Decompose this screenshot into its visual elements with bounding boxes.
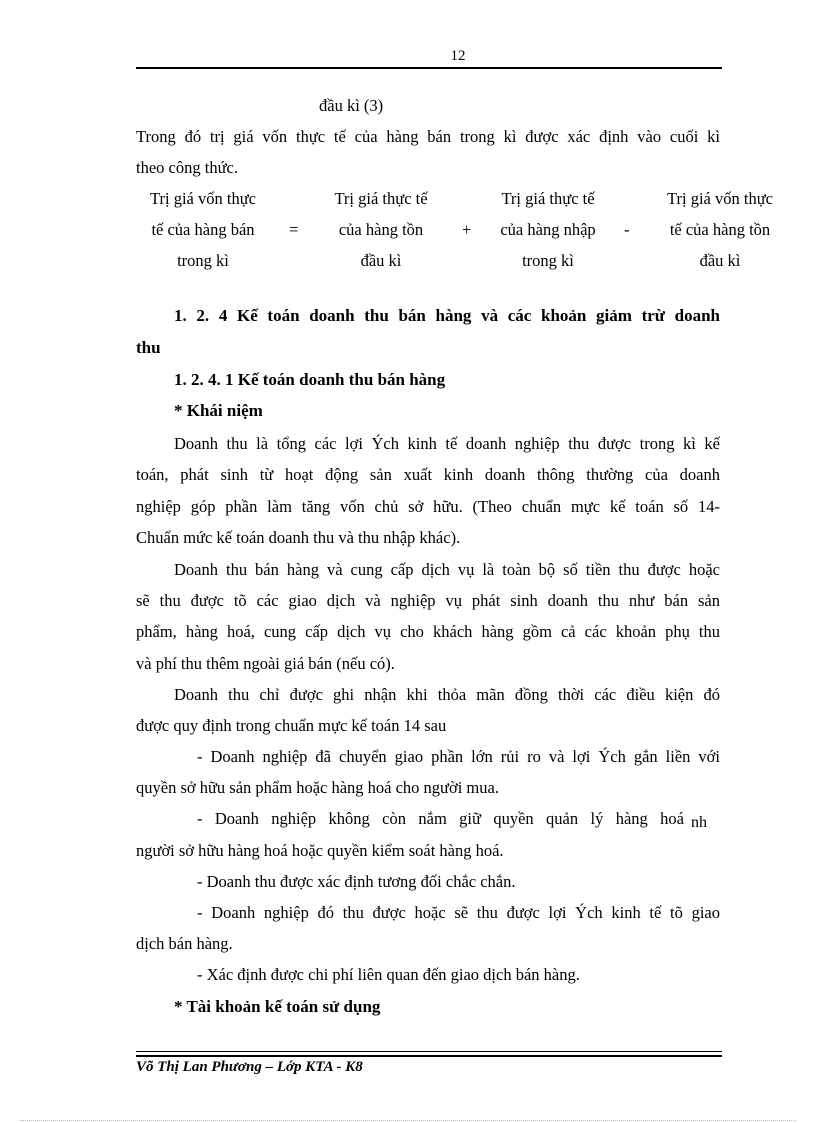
footer-rule: [136, 1055, 722, 1057]
section-heading-cont: thu: [136, 338, 161, 357]
condition-line: - Doanh nghiệp đó thu được hoặc sẽ thu được lợi Ých kinh tế tõ giao: [197, 903, 720, 922]
paragraph-line: Doanh thu bán hàng và cung cấp dịch vụ là toàn bộ số tiền thu được hoặc: [174, 560, 720, 579]
condition-line: dịch bán hàng.: [136, 934, 233, 953]
formula-term-closing-inventory: [645, 183, 795, 276]
account-heading: * Tài khoản kế toán sử dụng: [174, 997, 381, 1016]
paragraph-line: Doanh thu là tổng các lợi Ých kinh tế doanh nghiệp thu được trong kì kế: [174, 434, 720, 453]
body-line: đầu kì (3): [319, 96, 384, 115]
formula-text: đầu kì: [360, 251, 402, 270]
formula-plus: +: [462, 220, 472, 239]
formula-text: tế của hàng bán: [151, 220, 255, 239]
paragraph-line: sẽ thu được tõ các giao dịch và nghiệp vụ phát sinh doanh thu như bán sản: [136, 591, 720, 610]
formula-text: Trị giá vốn thực: [150, 189, 256, 208]
condition-line: - Doanh nghiệp đã chuyển giao phần lớn rủi ro và lợi Ých gắn liền với: [197, 747, 720, 766]
formula-text: Trị giá vốn thực: [667, 189, 773, 208]
condition-line: - Doanh thu được xác định tương đối chắc chắn.: [197, 872, 516, 891]
condition-line: - Doanh nghiệp không còn nắm giữ quyền quản lý hàng hoá: [197, 809, 684, 828]
body-line: theo công thức.: [136, 158, 238, 177]
formula-text: tế của hàng tồn: [669, 220, 771, 239]
footer-rule: [136, 1051, 722, 1052]
formula-text: của hàng tồn: [338, 220, 424, 239]
paragraph-line: phẩm, hàng hoá, cung cấp dịch vụ cho khách hàng gồm cả các khoản phụ thu: [136, 622, 720, 641]
paragraph-line: Chuẩn mức kế toán doanh thu và thu nhập khác).: [136, 528, 461, 547]
paragraph-line: nghiệp góp phần làm tăng vốn chủ sở hữu. (Theo chuẩn mực kế toán số 14-: [136, 497, 720, 516]
section-heading: 1. 2. 4 Kế toán doanh thu bán hàng và các khoản giảm trừ doanh: [174, 306, 720, 325]
body-line: Trong đó trị giá vốn thực tế của hàng bán trong kì được xác định vào cuối kì: [136, 127, 720, 146]
page-edge: [20, 1120, 796, 1121]
header-rule: [136, 67, 722, 69]
paragraph-line: được quy định trong chuẩn mực kế toán 14 sau: [136, 716, 447, 735]
formula-text: trong kì: [522, 251, 574, 270]
condition-stray-text: nh: [691, 814, 707, 831]
formula-term-opening-inventory: [306, 183, 456, 276]
formula-term-cost-of-goods-sold: [128, 183, 278, 276]
formula-equals: =: [289, 220, 299, 239]
formula-minus: -: [624, 220, 630, 239]
subsection-heading: 1. 2. 4. 1 Kế toán doanh thu bán hàng: [174, 370, 446, 389]
page-number: 12: [450, 48, 466, 64]
paragraph-line: toán, phát sinh từ hoạt động sản xuất kinh doanh thông thường của doanh: [136, 465, 720, 484]
formula-text: Trị giá thực tế: [501, 189, 595, 208]
paragraph-line: Doanh thu chỉ được ghi nhận khi thỏa mãn đồng thời các điều kiện đó: [174, 685, 720, 704]
concept-heading: * Khái niệm: [174, 401, 263, 420]
footer-author: Võ Thị Lan Phương – Lớp KTA - K8: [136, 1059, 363, 1075]
formula-text: Trị giá thực tế: [334, 189, 428, 208]
condition-line: - Xác định được chi phí liên quan đến giao dịch bán hàng.: [197, 965, 580, 984]
formula-term-purchases: [473, 183, 623, 276]
formula-text: trong kì: [177, 251, 229, 270]
condition-line: người sở hữu hàng hoá hoặc quyền kiểm soát hàng hoá.: [136, 841, 504, 860]
paragraph-line: và phí thu thêm ngoài giá bán (nếu có).: [136, 654, 395, 673]
formula-text: của hàng nhập: [500, 220, 596, 239]
condition-line: quyền sở hữu sản phẩm hoặc hàng hoá cho người mua.: [136, 778, 499, 797]
formula-text: đầu kì: [699, 251, 741, 270]
